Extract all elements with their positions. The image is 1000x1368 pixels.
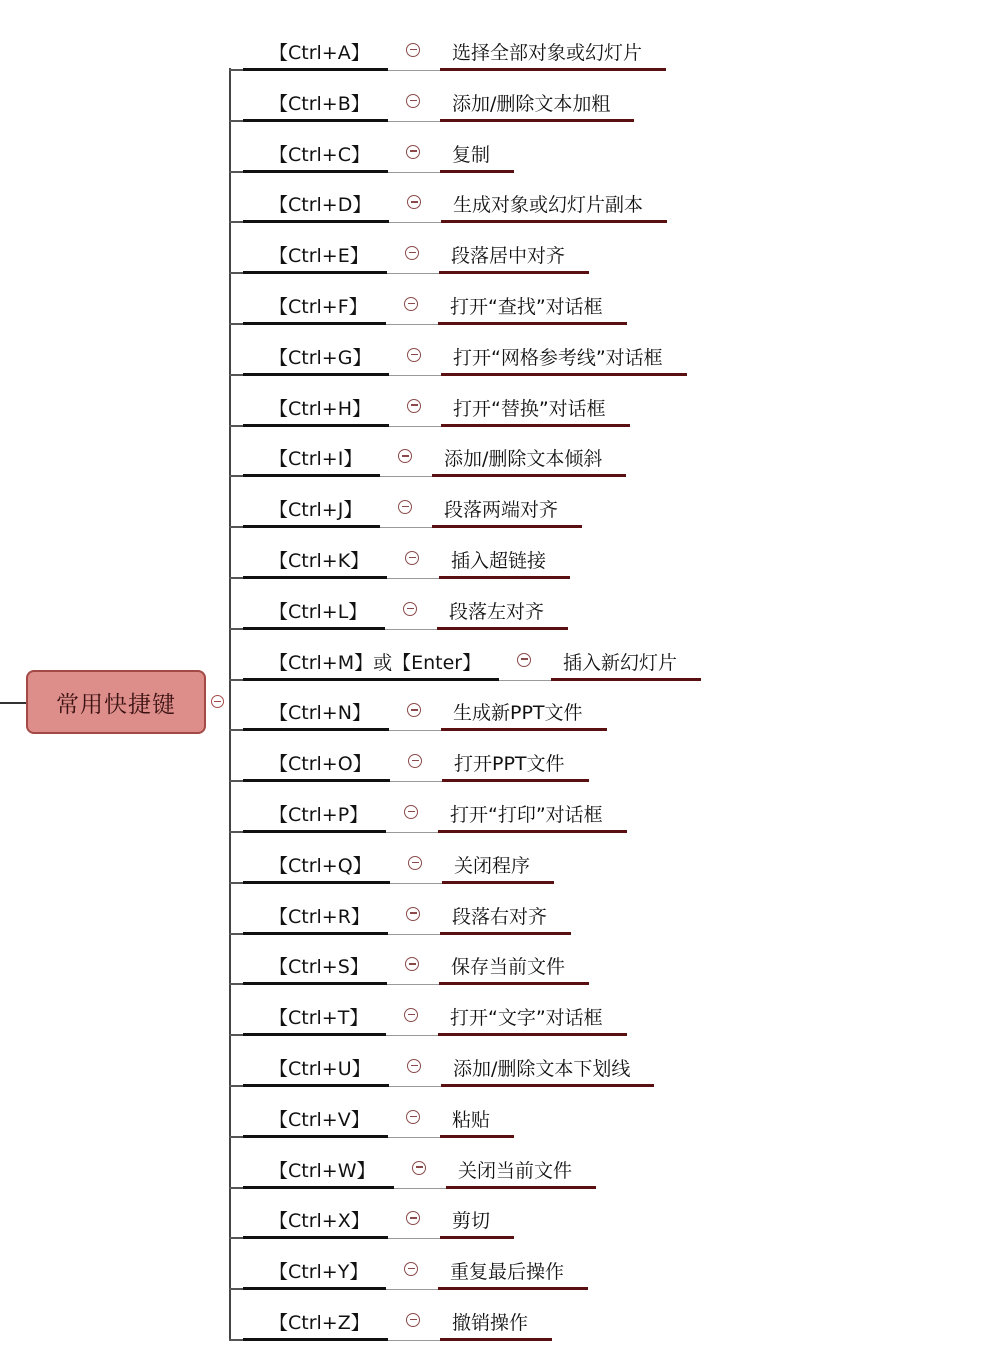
collapse-icon[interactable] — [406, 145, 420, 159]
shortcut-description[interactable]: 打开“查找”对话框 — [450, 296, 603, 318]
root-connector — [0, 702, 26, 704]
shortcut-row[interactable] — [229, 1188, 1000, 1239]
shortcut-key[interactable]: 【Ctrl+E】 — [269, 245, 369, 268]
shortcut-description[interactable]: 插入新幻灯片 — [563, 651, 678, 674]
shortcut-description[interactable]: 打开“打印”对话框 — [450, 804, 603, 826]
collapse-icon[interactable] — [406, 1313, 420, 1327]
shortcut-row[interactable] — [229, 985, 1000, 1036]
shortcut-row[interactable] — [229, 477, 1000, 528]
shortcut-description[interactable]: 添加/删除文本加粗 — [452, 92, 611, 115]
shortcut-row[interactable] — [229, 680, 1000, 731]
shortcut-row[interactable] — [229, 20, 1000, 71]
shortcut-row[interactable] — [229, 426, 1000, 477]
shortcut-row[interactable] — [229, 71, 1000, 122]
shortcut-key[interactable]: 【Ctrl+Z】 — [269, 1312, 370, 1334]
collapse-icon[interactable] — [406, 1110, 420, 1124]
collapse-icon[interactable] — [404, 1008, 418, 1022]
shortcut-description[interactable]: 插入超链接 — [451, 550, 547, 572]
shortcut-row[interactable] — [229, 731, 1000, 782]
collapse-icon[interactable] — [398, 500, 412, 514]
shortcut-row[interactable] — [229, 376, 1000, 427]
root-node[interactable] — [26, 670, 206, 734]
shortcut-description[interactable]: 段落右对齐 — [452, 905, 548, 928]
shortcut-key[interactable]: 【Ctrl+Y】 — [269, 1261, 369, 1284]
shortcut-key[interactable]: 【Ctrl+A】 — [269, 42, 370, 64]
collapse-icon[interactable] — [406, 94, 420, 108]
collapse-icon[interactable] — [405, 957, 419, 971]
shortcut-description[interactable]: 选择全部对象或幻灯片 — [452, 42, 643, 64]
shortcut-row[interactable] — [229, 934, 1000, 985]
shortcut-key[interactable]: 【Ctrl+K】 — [269, 550, 370, 572]
shortcut-key[interactable]: 【Ctrl+I】 — [269, 448, 363, 471]
shortcut-key[interactable]: 【Ctrl+F】 — [269, 296, 368, 318]
shortcut-description[interactable]: 段落居中对齐 — [451, 245, 566, 268]
shortcut-description[interactable]: 保存当前文件 — [451, 956, 566, 979]
shortcut-key[interactable]: 【Ctrl+P】 — [269, 804, 369, 826]
shortcut-key[interactable]: 【Ctrl+H】 — [269, 397, 372, 420]
shortcut-row[interactable] — [229, 579, 1000, 630]
shortcut-description[interactable]: 剪切 — [452, 1210, 491, 1233]
shortcut-row[interactable] — [229, 223, 1000, 274]
collapse-icon[interactable] — [405, 551, 419, 565]
shortcut-description[interactable]: 生成新PPT文件 — [453, 702, 583, 725]
shortcut-row[interactable] — [229, 884, 1000, 935]
collapse-icon[interactable] — [517, 653, 531, 667]
shortcut-row[interactable] — [229, 782, 1000, 833]
shortcut-key[interactable]: 【Ctrl+N】 — [269, 702, 371, 725]
shortcut-key[interactable]: 【Ctrl+O】 — [269, 753, 372, 776]
shortcut-key[interactable]: 【Ctrl+V】 — [269, 1108, 370, 1131]
shortcut-row[interactable] — [229, 122, 1000, 173]
shortcut-description[interactable]: 添加/删除文本倾斜 — [444, 448, 603, 471]
collapse-icon[interactable] — [408, 754, 422, 768]
shortcut-description[interactable]: 关闭程序 — [454, 854, 531, 877]
shortcut-description[interactable]: 粘贴 — [452, 1108, 491, 1131]
shortcut-key[interactable]: 【Ctrl+R】 — [269, 905, 370, 928]
shortcut-description[interactable]: 添加/删除文本下划线 — [453, 1058, 631, 1080]
collapse-icon[interactable] — [404, 297, 418, 311]
shortcut-row[interactable] — [229, 1138, 1000, 1189]
shortcut-key[interactable]: 【Ctrl+B】 — [269, 92, 370, 115]
shortcut-row[interactable] — [229, 528, 1000, 579]
shortcut-description[interactable]: 打开“网格参考线”对话框 — [453, 346, 663, 369]
shortcut-row[interactable] — [229, 172, 1000, 223]
shortcut-description[interactable]: 打开“文字”对话框 — [450, 1007, 603, 1030]
shortcut-row[interactable] — [229, 1290, 1000, 1341]
shortcut-key[interactable]: 【Ctrl+W】 — [269, 1159, 376, 1182]
shortcut-row[interactable] — [229, 1036, 1000, 1087]
shortcut-key[interactable]: 【Ctrl+Q】 — [269, 854, 372, 877]
collapse-icon[interactable] — [406, 907, 420, 921]
collapse-icon[interactable] — [412, 1161, 426, 1175]
shortcut-description[interactable]: 关闭当前文件 — [458, 1159, 573, 1182]
shortcut-description[interactable]: 撤销操作 — [452, 1312, 529, 1334]
collapse-icon[interactable] — [398, 449, 412, 463]
shortcut-key[interactable]: 【Ctrl+G】 — [269, 346, 372, 369]
shortcut-description[interactable]: 段落两端对齐 — [444, 499, 559, 522]
collapse-icon[interactable] — [407, 348, 421, 362]
collapse-icon[interactable] — [407, 703, 421, 717]
shortcut-row[interactable] — [229, 1087, 1000, 1138]
shortcut-key[interactable]: 【Ctrl+X】 — [269, 1210, 370, 1233]
collapse-icon[interactable] — [404, 1262, 418, 1276]
shortcut-key[interactable]: 【Ctrl+U】 — [269, 1058, 371, 1080]
shortcut-description[interactable]: 生成对象或幻灯片副本 — [453, 194, 644, 217]
shortcut-key[interactable]: 【Ctrl+L】 — [269, 600, 368, 623]
branch-line — [229, 1339, 243, 1341]
collapse-icon[interactable] — [211, 695, 224, 708]
root-label: 常用快捷键 — [56, 691, 176, 718]
collapse-icon[interactable] — [407, 195, 421, 209]
key-underline — [243, 1338, 388, 1341]
shortcut-key[interactable]: 【Ctrl+J】 — [269, 499, 363, 522]
shortcut-description[interactable]: 重复最后操作 — [450, 1261, 565, 1284]
shortcut-description[interactable]: 打开“替换”对话框 — [453, 397, 606, 420]
shortcut-row[interactable] — [229, 1239, 1000, 1290]
collapse-icon[interactable] — [407, 1059, 421, 1073]
shortcut-description[interactable]: 打开PPT文件 — [454, 753, 565, 776]
shortcut-row[interactable] — [229, 630, 1000, 681]
shortcut-key[interactable]: 【Ctrl+C】 — [269, 143, 370, 166]
connector-line — [388, 1340, 440, 1341]
shortcut-row[interactable] — [229, 833, 1000, 884]
shortcut-key[interactable]: 【Ctrl+M】或【Enter】 — [269, 651, 482, 674]
shortcut-description[interactable]: 段落左对齐 — [449, 600, 545, 623]
collapse-icon[interactable] — [403, 602, 417, 616]
shortcut-key[interactable]: 【Ctrl+T】 — [269, 1007, 369, 1030]
description-underline — [440, 1338, 552, 1341]
shortcut-row[interactable] — [229, 274, 1000, 325]
shortcut-key[interactable]: 【Ctrl+D】 — [269, 194, 372, 217]
collapse-icon[interactable] — [405, 246, 419, 260]
shortcut-row[interactable] — [229, 325, 1000, 376]
collapse-icon[interactable] — [406, 43, 420, 57]
collapse-icon[interactable] — [408, 856, 422, 870]
collapse-icon[interactable] — [404, 805, 418, 819]
shortcut-key[interactable]: 【Ctrl+S】 — [269, 956, 369, 979]
shortcut-description[interactable]: 复制 — [452, 143, 491, 166]
collapse-icon[interactable] — [407, 399, 421, 413]
collapse-icon[interactable] — [406, 1211, 420, 1225]
